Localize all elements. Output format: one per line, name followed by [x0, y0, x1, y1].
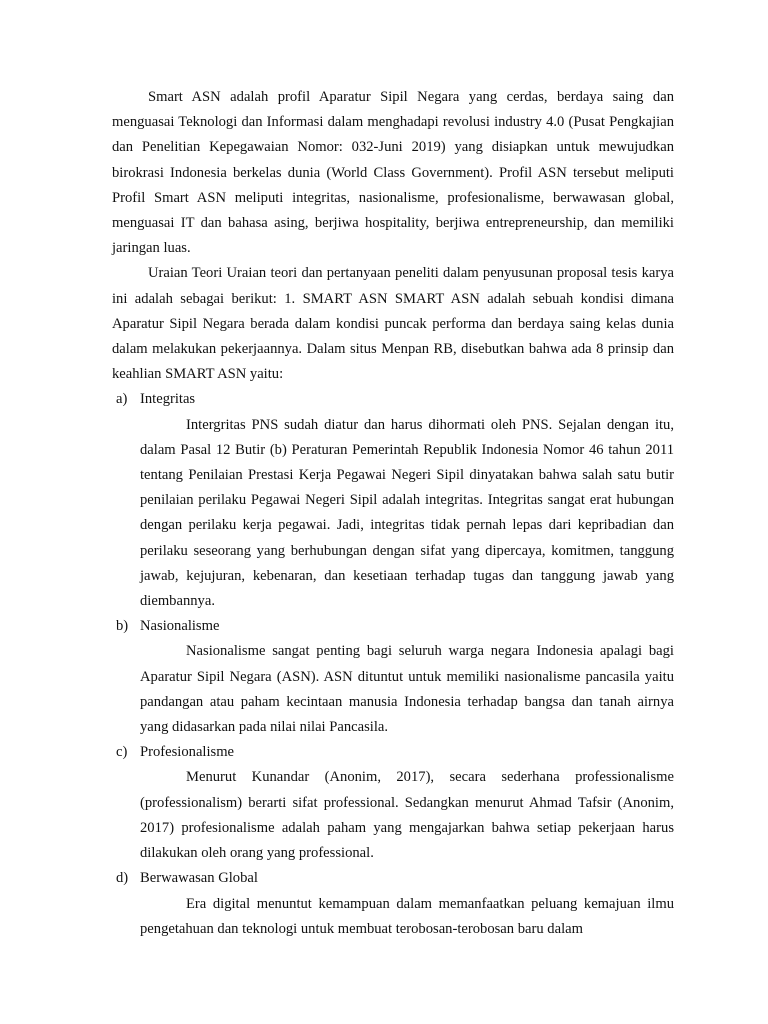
list-item-integritas	[112, 387, 674, 614]
list-marker: c)	[116, 744, 128, 761]
list-item-body: Nasionalisme sangat penting bagi seluruh warga negara Indonesia apalagi bagi Aparatur Sipil Negara (ASN). ASN dituntut untuk memiliki nasionalisme pancasila yaitu pandangan atau paham kecintaan manusia Indonesia terhadap bangsa dan tanah airnya yang didasarkan pada nilai nilai Pancasila.	[140, 643, 674, 736]
list-item-title: Nasionalisme	[140, 618, 220, 635]
paragraph-smart-asn: Smart ASN adalah profil Aparatur Sipil Negara yang cerdas, berdaya saing dan menguasai Teknologi dan Informasi dalam menghadapi revolusi industry 4.0 (Pusat Pengkajian dan Penelitian Kepegawaian Nomor: 032-Juni 2019) yang disiapkan untuk mewujudkan birokrasi Indonesia berkelas dunia (World Class Government). Profil ASN tersebut meliputi Profil Smart ASN meliputi integritas, nasionalisme, profesionalisme, berwawasan global, menguasai IT dan bahasa asing, berjiwa hospitality, berjiwa entrepreneurship, dan memiliki jaringan luas.	[112, 89, 674, 257]
list-item-profesionalisme	[112, 740, 674, 866]
paragraph-uraian-teori: Uraian Teori Uraian teori dan pertanyaan peneliti dalam penyusunan proposal tesis karya ini adalah sebagai berikut: 1. SMART ASN SMART ASN adalah sebuah kondisi dimana Aparatur Sipil Negara berada dalam kondisi puncak performa dan berdaya saing kelas dunia dalam melakukan pekerjaannya. Dalam situs Menpan RB, disebutkan bahwa ada 8 prinsip dan keahlian SMART ASN yaitu:	[112, 265, 674, 383]
list-marker: d)	[116, 870, 129, 887]
list-marker: a)	[116, 391, 128, 408]
list-item-title: Profesionalisme	[140, 744, 235, 761]
list-marker: b)	[116, 618, 129, 635]
list-item-heading	[112, 387, 674, 412]
list-item-heading	[112, 866, 674, 891]
list-item-title: Integritas	[140, 391, 196, 408]
list-item-nasionalisme	[112, 614, 674, 740]
list-item-body: Menurut Kunandar (Anonim, 2017), secara sederhana professionalisme (professionalism) berarti sifat professional. Sedangkan menurut Ahmad Tafsir (Anonim, 2017) profesionalisme adalah paham yang mengajarkan bahwa setiap pekerjaan harus dilakukan oleh orang yang professional.	[140, 769, 674, 862]
list-item-heading	[112, 614, 674, 639]
document-body	[112, 85, 674, 942]
list-item-berwawasan-global	[112, 866, 674, 942]
list-item-title: Berwawasan Global	[140, 870, 258, 887]
list-item-body: Intergritas PNS sudah diatur dan harus dihormati oleh PNS. Sejalan dengan itu, dalam Pasal 12 Butir (b) Peraturan Pemerintah Republik Indonesia Nomor 46 tahun 2011 tentang Penilaian Prestasi Kerja Pegawai Negeri Sipil dinyatakan bahwa salah satu butir penilaian perilaku Pegawai Negeri Sipil adalah integritas. Integritas sangat erat hubungan dengan perilaku kerja pegawai. Jadi, integritas tidak pernah lepas dari kepribadian dan perilaku seseorang yang berhubungan dengan sifat yang dipercaya, komitmen, tanggung jawab, kejujuran, kebenaran, dan kesetiaan terhadap tugas dan tanggung jawab yang diembannya.	[140, 416, 674, 610]
list-item-body: Era digital menuntut kemampuan dalam memanfaatkan peluang kemajuan ilmu pengetahuan dan teknologi untuk membuat terobosan-terobosan baru dalam	[140, 895, 674, 937]
list-item-heading	[112, 740, 674, 765]
